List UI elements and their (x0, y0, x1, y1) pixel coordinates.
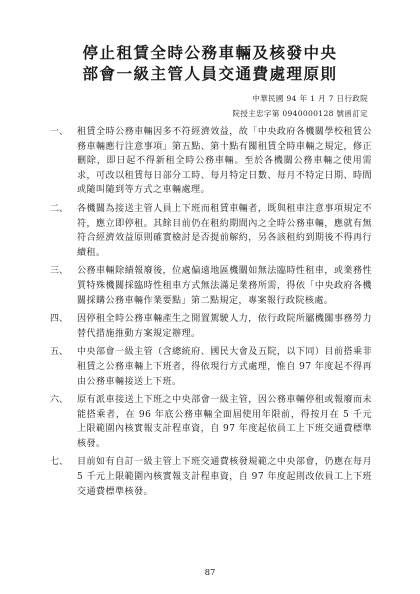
item-number: 三、 (50, 266, 69, 277)
issue-date: 中華民國 94 年 1 月 7 日行政院 (252, 94, 368, 103)
item-number: 六、 (50, 395, 69, 406)
list-item (50, 455, 372, 499)
list-item (50, 345, 372, 389)
list-item (50, 312, 372, 341)
list-item (50, 202, 372, 260)
item-number: 七、 (50, 457, 69, 468)
item-text: 原有派車接送上下班之中央部會一級主管，因公務車輛停租或報廢而未能搭乘者，在 96 年底公務車輛全面屆使用年限前，得按月在 5 千元上限範圍內核實報支計程車資，自 97 年度起依員工上下班交通費標準核發。 (77, 395, 372, 449)
item-number: 二、 (50, 203, 69, 214)
list-item (50, 393, 372, 451)
list-item (50, 264, 372, 308)
item-text: 因停租全時公務車輛產生之閒置駕駛人力，依行政院所屬機關事務勞力替代措施推動方案規定辦理。 (77, 314, 372, 339)
item-text: 租賃全時公務車輛因多不符經濟效益，故「中央政府各機關學校租賃公務車輛應行注意事項」第五點、第十點有關租賃全時車輛之規定，修正刪除，即日起不得新租全時公務車輛。至於各機關公務車輛之使用需求，可改以租賃每日部分工時、每月特定日數、每月不特定日期、時間或隨叫隨到等方式之車輛處理。 (77, 127, 372, 196)
item-text: 公務車輛除績報廢後，位處偏遠地區機關如無法臨時性租車，或業務性質特殊機關採臨時性租車方式無法滿足業務所需，得依「中央政府各機關採購公務車輛作業要點」第二點規定，專案報行政院核處。 (77, 266, 372, 306)
document-title-line-2: 部會一級主管人員交通費處理原則 (82, 65, 338, 83)
item-number: 一、 (50, 127, 69, 137)
document-title-line-1: 停止租賃全時公務車輛及核發中央 (82, 44, 338, 62)
page-number: 87 (204, 568, 216, 578)
item-number: 四、 (50, 314, 69, 325)
item-text: 各機關為接送主管人員上下班而租賃車輛者，既與租車注意事項規定不符，應立即停租。其餘目前仍在租約期間內之全時公務車輛，應就有無符合經濟效益原則確實檢討是否提前解約，另各該租約到期後不得再行續租。 (77, 203, 372, 258)
item-number: 五、 (50, 347, 69, 358)
regulation-items (50, 125, 372, 503)
list-item (50, 125, 372, 198)
item-text: 目前如有自訂一級主管上下班交通費核發規範之中央部會，仍應在每月 5 千元上限範圍內核實報支計程車資，自 97 年度起則改依員工上下班交通費標準核發。 (77, 457, 372, 497)
document-number: 院授主忠字第 0940000128 號函訂定 (232, 109, 368, 118)
item-text: 中央部會一級主管（含總統府、國民大會及五院，以下同）目前搭乘非租賃之公務車輛上下班者，得依現行方式處理，惟自 97 年度起不得再由公務車輛接送上下班。 (77, 347, 372, 387)
